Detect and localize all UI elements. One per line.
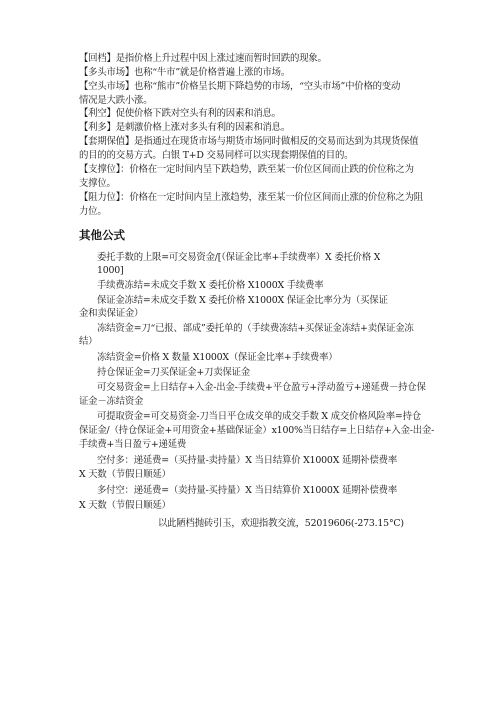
formula-line: 保证金冻结=未成交手数 X 委托价格 X1000X 保证金比率分为（买保证 bbox=[97, 295, 388, 306]
formula-line: X 天数（节假日顺延） bbox=[79, 500, 171, 511]
definition-line: 【空头市场】也称“熊市”价格呈长期下降趋势的市场，“空头市场”中价格的变动 bbox=[79, 81, 401, 92]
definition-line: 情况是大跌小涨。 bbox=[79, 95, 153, 106]
formula-line: 可提取资金=可交易资金-刀当日平仓成交单的成交手数 X 成交价格风险率=持仓 bbox=[97, 411, 421, 422]
formula-line: 手续费冻结=未成交手数 X 委托价格 X1000X 手续费率 bbox=[97, 280, 324, 291]
formula-line: 持仓保证金=刀买保证金+刀卖保证金 bbox=[97, 367, 250, 378]
formula-line: 1000] bbox=[97, 265, 124, 276]
definition-line: 【回档】是指价格上升过程中因上涨过速而暂时回跌的现象。 bbox=[79, 53, 327, 64]
formula-line: 手续费+当日盈亏+递延费 bbox=[79, 439, 187, 450]
definition-line: 支撑位。 bbox=[79, 178, 116, 189]
definition-line: 【套期保值】是指通过在现货市场与期货市场同时做相反的交易而达到为其现货保值 bbox=[79, 136, 419, 147]
section-title: 其他公式 bbox=[79, 228, 125, 242]
definition-line: 【利空】促使价格下跌对空头有利的因素和消息。 bbox=[79, 108, 281, 119]
definition-line: 力位。 bbox=[79, 206, 107, 217]
definition-line: 的目的的交易方式。白银 T+D 交易同样可以实现套期保值的目的。 bbox=[79, 150, 354, 161]
definition-line: 【多头市场】也称“牛市”就是价格普遍上涨的市场。 bbox=[79, 67, 291, 78]
formula-line: 冻结资金=刀“已报、部成”委托单的（手续费冻结+买保证金冻结+卖保证金冻 bbox=[97, 323, 414, 334]
formula-line: 金和卖保证金） bbox=[79, 308, 144, 319]
formula-line: 冻结资金=价格 X 数量 X1000X（保证金比率+手续费率） bbox=[97, 352, 338, 363]
closing-note: 以此陋档抛砖引玉，欢迎指教交流，52019606(-273.15°C) bbox=[158, 518, 404, 529]
formula-line: 多付空：递延费=（卖持量-买持量）X 当日结算价 X1000X 延期补偿费率 bbox=[97, 485, 397, 496]
formula-line: 委托手数的上限=可交易资金/[（保证金比率+手续费率）X 委托价格 X bbox=[97, 252, 381, 263]
formula-line: X 天数（节假日顺延） bbox=[79, 469, 171, 480]
definition-line: 【阻力位】：价格在一定时间内呈上涨趋势，涨至某一价位区间而止涨的价位称之为阻 bbox=[79, 192, 423, 203]
formula-line: 结） bbox=[79, 336, 98, 347]
definition-line: 【支撑位】：价格在一定时间内呈下跌趋势，跌至某一价位区间而止跌的价位称之为 bbox=[79, 164, 414, 175]
formula-line: 证金－冻结资金 bbox=[79, 396, 144, 407]
formula-line: 可交易资金=上日结存+入金-出金-手续费+平仓盈亏+浮动盈亏+递延费－持仓保 bbox=[97, 382, 426, 393]
definition-line: 【利多】是刺激价格上涨对多头有利的因素和消息。 bbox=[79, 122, 291, 133]
formula-line: 空付多：递延费=（买持量-卖持量）X 当日结算价 X1000X 延期补偿费率 bbox=[97, 455, 397, 466]
formula-line: 保证金/（持仓保证金+可用资金+基础保证金）x100%当日结存=上日结存+入金-出金- bbox=[79, 425, 435, 436]
